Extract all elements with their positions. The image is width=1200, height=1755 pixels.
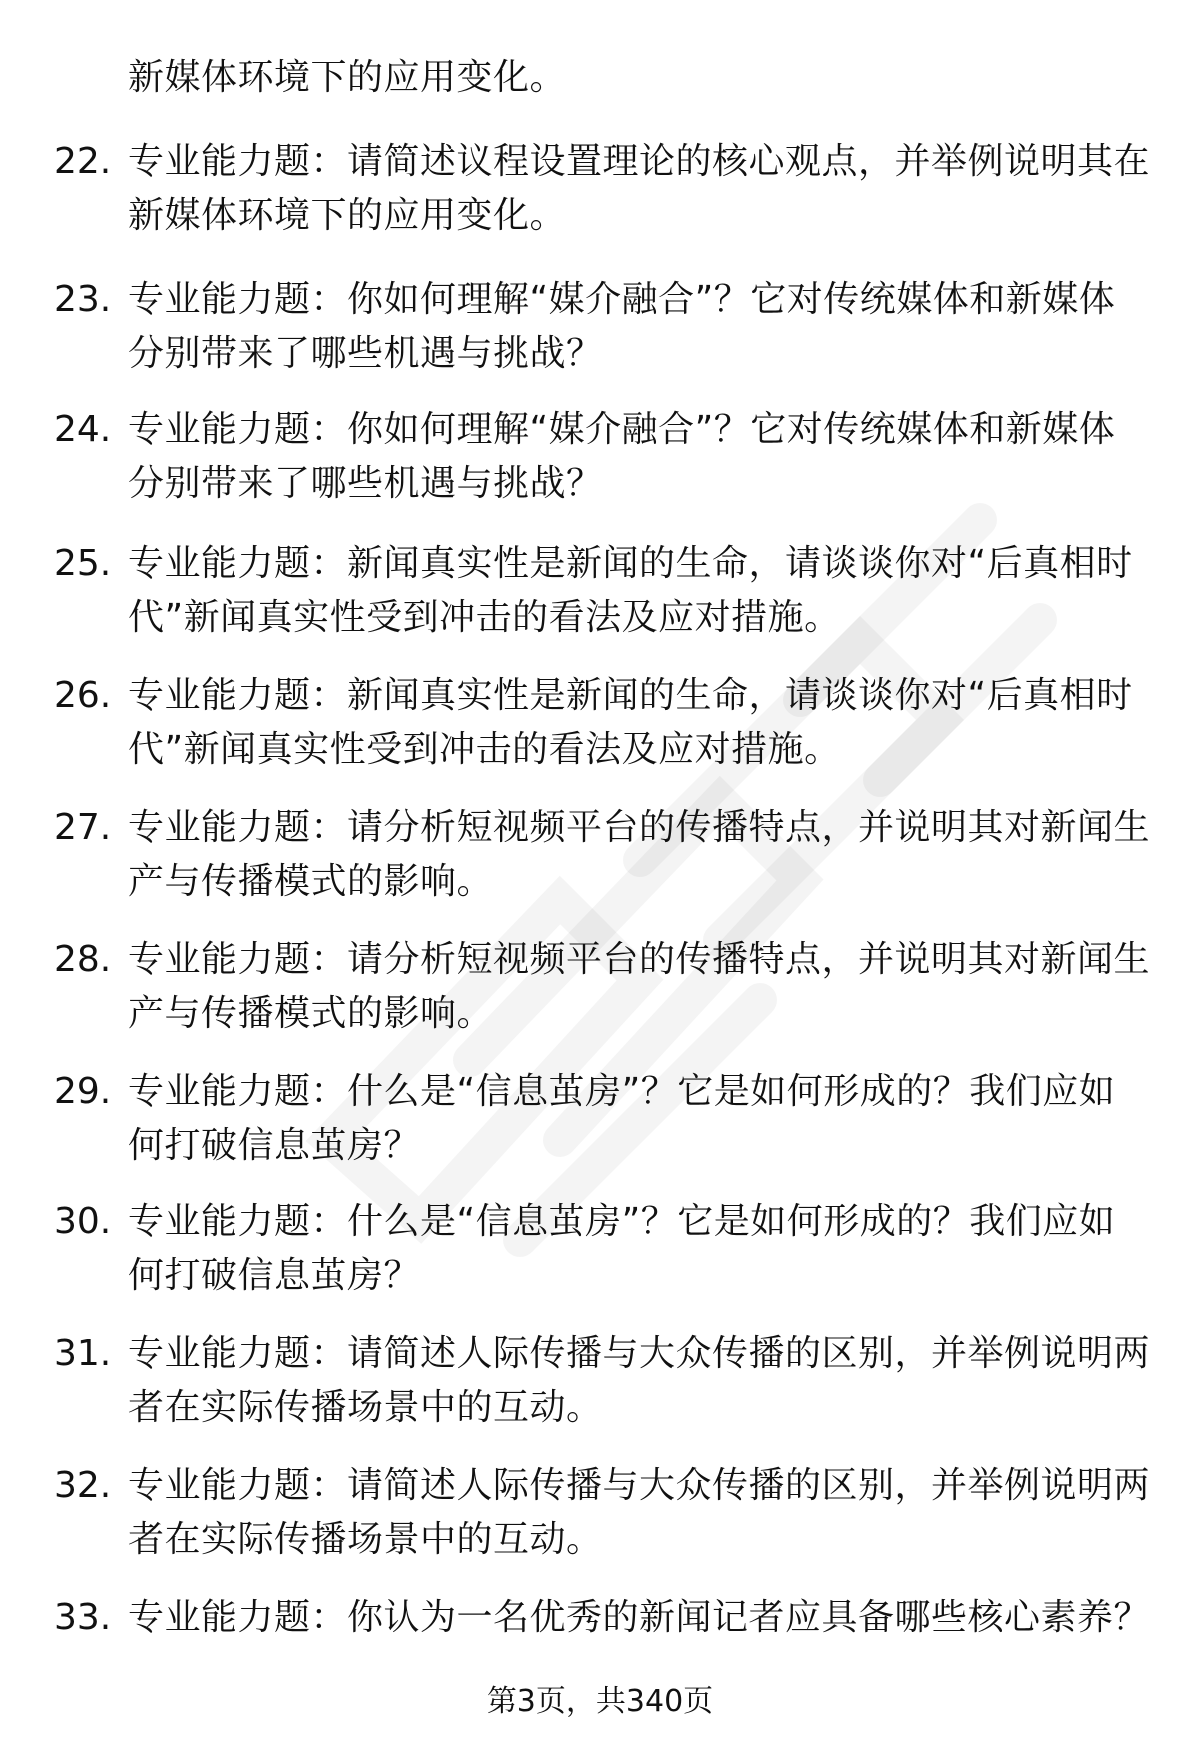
- item-number: 24.: [54, 409, 112, 450]
- item-line: 何打破信息茧房？: [128, 1125, 421, 1166]
- item-line: 专业能力题：你认为一名优秀的新闻记者应具备哪些核心素养？: [128, 1597, 1151, 1638]
- item-line: 产与传播模式的影响。: [128, 861, 494, 902]
- item-number: 29.: [54, 1071, 112, 1112]
- item-line: 何打破信息茧房？: [128, 1255, 421, 1296]
- item-line: 专业能力题：新闻真实性是新闻的生命，请谈谈你对“后真相时: [128, 543, 1133, 584]
- page-footer: 第3页，共340页: [486, 1684, 714, 1719]
- item-line: 代”新闻真实性受到冲击的看法及应对措施。: [128, 597, 841, 638]
- item-line: 专业能力题：什么是“信息茧房”？它是如何形成的？我们应如: [128, 1201, 1116, 1242]
- item-number: 31.: [54, 1333, 112, 1374]
- item-number: 27.: [54, 807, 112, 848]
- item-line: 代”新闻真实性受到冲击的看法及应对措施。: [128, 729, 841, 770]
- item-line: 分别带来了哪些机遇与挑战？: [128, 463, 603, 504]
- item-line: 分别带来了哪些机遇与挑战？: [128, 333, 603, 374]
- item-number: 32.: [54, 1465, 112, 1506]
- item-number: 26.: [54, 675, 112, 716]
- item-line: 专业能力题：新闻真实性是新闻的生命，请谈谈你对“后真相时: [128, 675, 1133, 716]
- item-line: 专业能力题：请简述人际传播与大众传播的区别，并举例说明两: [128, 1333, 1151, 1374]
- item-number: 33.: [54, 1597, 112, 1638]
- item-number: 30.: [54, 1201, 112, 1242]
- item-line: 专业能力题：请分析短视频平台的传播特点，并说明其对新闻生: [128, 807, 1151, 848]
- item-line: 者在实际传播场景中的互动。: [128, 1519, 603, 1560]
- continuation-text: 新媒体环境下的应用变化。: [128, 57, 567, 98]
- item-number: 22.: [54, 141, 112, 182]
- item-line: 专业能力题：你如何理解“媒介融合”？它对传统媒体和新媒体: [128, 409, 1116, 450]
- item-line: 专业能力题：什么是“信息茧房”？它是如何形成的？我们应如: [128, 1071, 1116, 1112]
- item-line: 专业能力题：请分析短视频平台的传播特点，并说明其对新闻生: [128, 939, 1151, 980]
- item-number: 25.: [54, 543, 112, 584]
- item-number: 28.: [54, 939, 112, 980]
- item-number: 23.: [54, 279, 112, 320]
- item-line: 产与传播模式的影响。: [128, 993, 494, 1034]
- item-line: 者在实际传播场景中的互动。: [128, 1387, 603, 1428]
- item-line: 专业能力题：请简述议程设置理论的核心观点，并举例说明其在: [128, 141, 1151, 182]
- item-line: 专业能力题：你如何理解“媒介融合”？它对传统媒体和新媒体: [128, 279, 1116, 320]
- item-line: 专业能力题：请简述人际传播与大众传播的区别，并举例说明两: [128, 1465, 1151, 1506]
- item-line: 新媒体环境下的应用变化。: [128, 195, 567, 236]
